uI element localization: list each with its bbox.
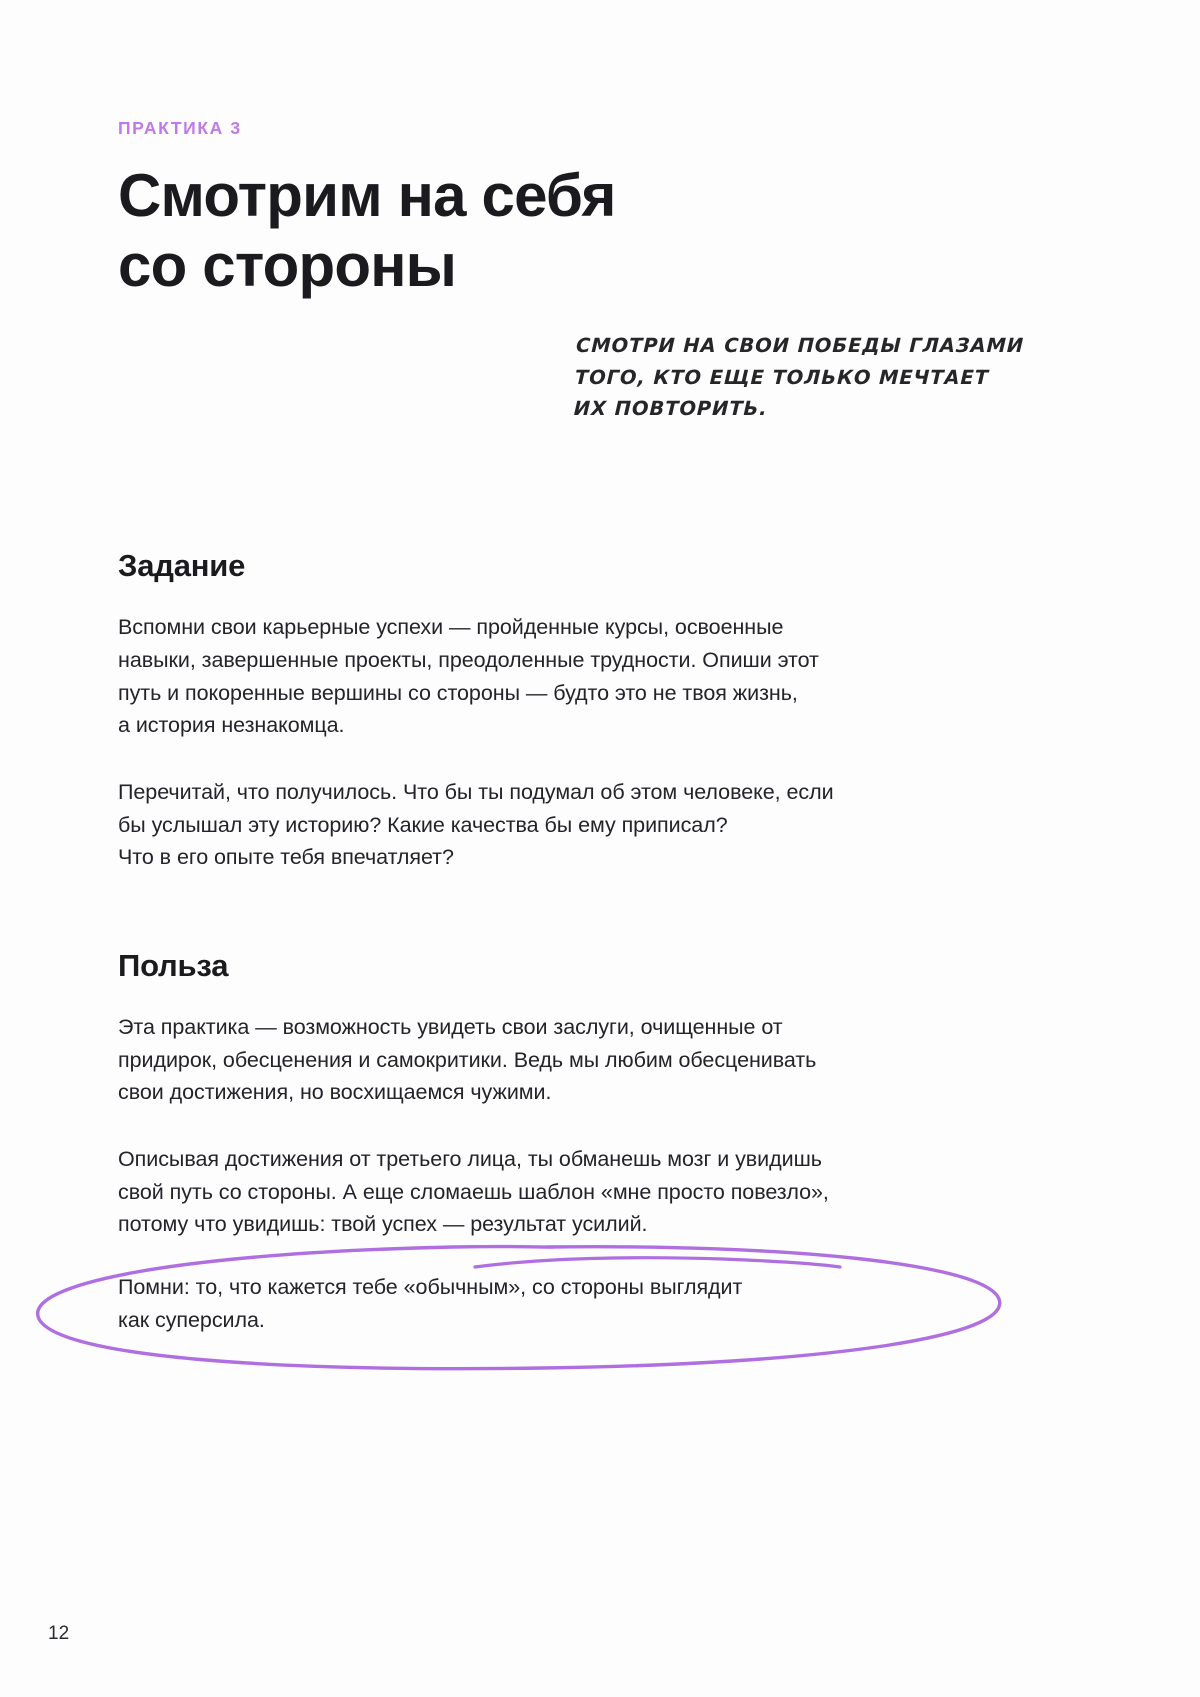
text-line: бы услышал эту историю? Какие качества бы ему приписал? <box>118 812 728 837</box>
page-number: 12 <box>48 1623 70 1644</box>
paragraph <box>118 611 1058 742</box>
page-content <box>118 0 1058 1358</box>
handwritten-quote <box>573 330 1025 425</box>
text-line: как суперсила. <box>118 1307 265 1332</box>
text-line: свои достижения, но восхищаемся чужими. <box>118 1080 552 1105</box>
text-line: Описывая достижения от третьего лица, ты обманешь мозг и увидишь <box>118 1147 822 1172</box>
text-line: свой путь со стороны. А еще сломаешь шаблон «мне просто повезло», <box>118 1179 829 1204</box>
quote-line: ТОГО, КТО ЕЩЕ ТОЛЬКО МЕЧТАЕТ <box>574 365 990 389</box>
text-line: а история незнакомца. <box>118 713 345 738</box>
paragraph <box>118 1011 1058 1109</box>
text-line: Вспомни свои карьерные успехи — пройденные курсы, освоенные <box>118 615 784 640</box>
text-line: придирок, обесценения и самокритики. Ведь мы любим обесценивать <box>118 1047 817 1072</box>
page-title-line-1: Смотрим на себя <box>118 162 616 229</box>
page-title-line-2: со стороны <box>118 232 457 300</box>
page-title <box>118 161 1058 301</box>
text-line: Эта практика — возможность увидеть свои заслуги, очищенные от <box>118 1015 783 1040</box>
text-line: Что в его опыте тебя впечатляет? <box>118 845 454 870</box>
quote-line: ИХ ПОВТОРИТЬ. <box>573 397 768 421</box>
section-heading-zadanie: Задание <box>118 548 246 584</box>
paragraph <box>118 776 1058 874</box>
practice-label: ПРАКТИКА 3 <box>118 118 242 138</box>
text-line: потому что увидишь: твой успех — результат усилий. <box>118 1212 648 1237</box>
text-line: Помни: то, что кажется тебе «обычным», со стороны выглядит <box>118 1275 743 1300</box>
section-heading-polza: Польза <box>118 948 229 984</box>
section-zadanie <box>118 548 1058 874</box>
text-line: Перечитай, что получилось. Что бы ты подумал об этом человеке, если <box>118 780 834 805</box>
paragraph <box>118 1143 1058 1241</box>
text-line: путь и покоренные вершины со стороны — будто это не твоя жизнь, <box>118 680 798 705</box>
section-polza <box>118 948 1058 1336</box>
quote-line: СМОТРИ НА СВОИ ПОБЕДЫ ГЛАЗАМИ <box>575 334 1025 357</box>
text-line: навыки, завершенные проекты, преодоленные трудности. Опиши этот <box>118 648 819 673</box>
highlighted-paragraph-group <box>118 1271 1058 1336</box>
paragraph-circled <box>118 1271 1058 1336</box>
